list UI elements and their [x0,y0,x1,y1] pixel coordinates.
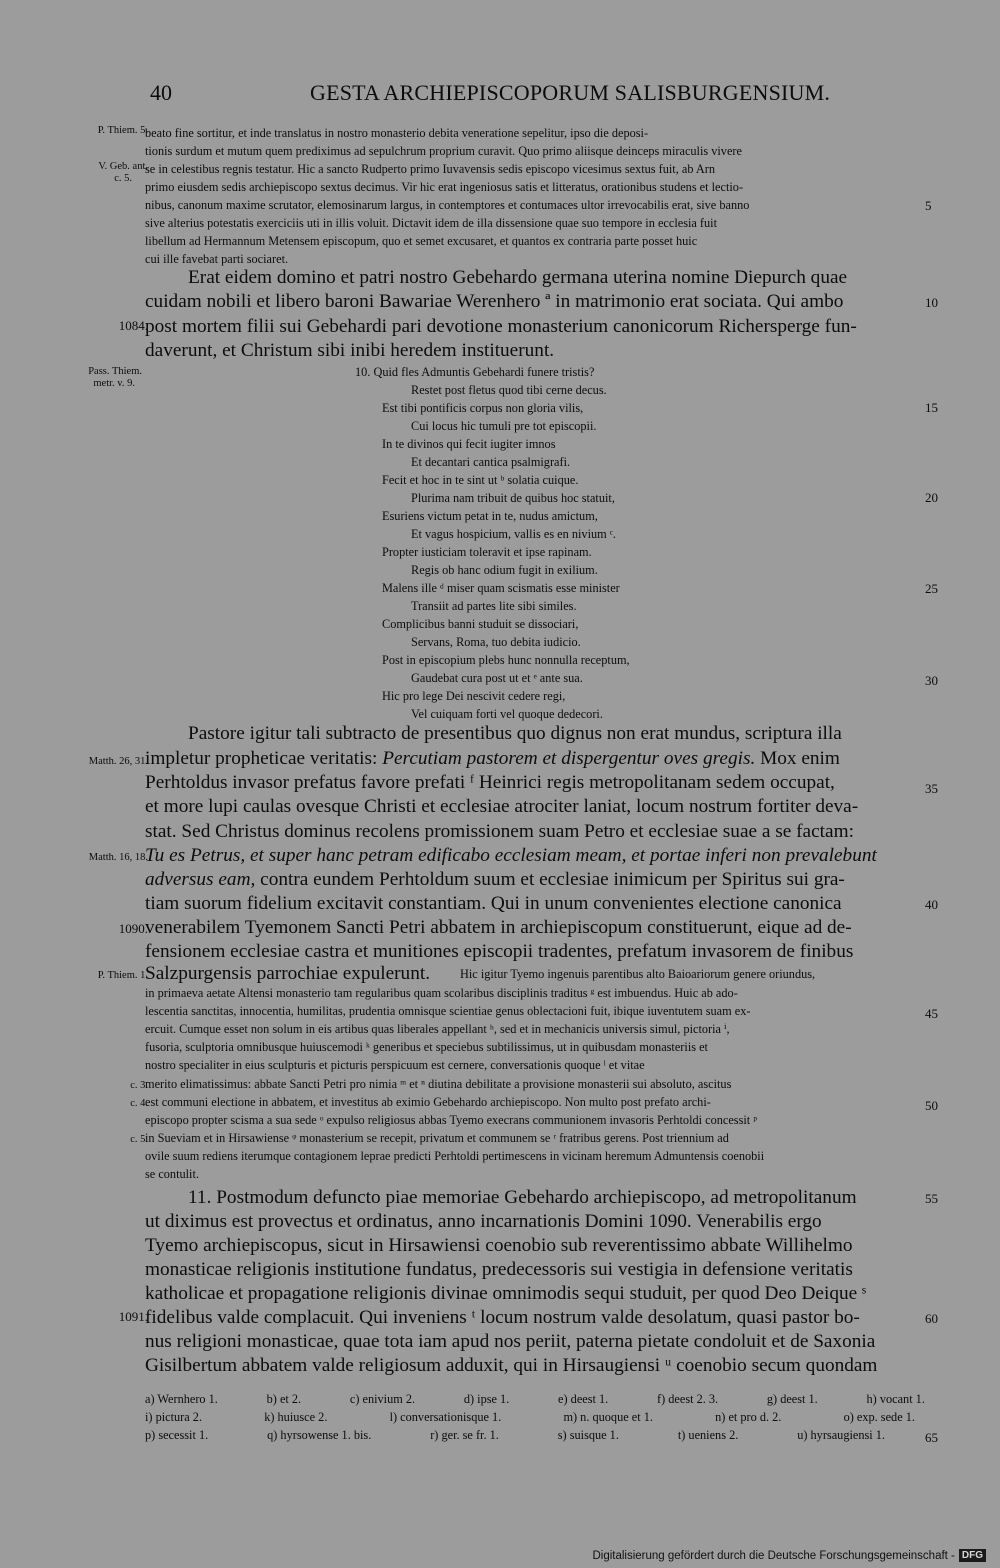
scripture-quote: adversus eam, [145,869,256,890]
text-line: ovile suum rediens iterumque contagionem leprae predicti Perhtoldi pertimescens in vicinam heremum Admuntensis coenobii [145,1149,765,1163]
text-line: Tyemo archiepiscopus, sicut in Hirsawiensi coenobio sub reverentissimo abbate Willihelmo [145,1235,853,1256]
margin-note: c. 4. [130,1098,148,1109]
footnote-row [145,1427,885,1444]
text-line: fidelibus valde complacuit. Qui inveniens ᵗ locum nostrum valde desolatum, quasi pastor bo- [145,1307,860,1328]
poem-verse: Regis ob hanc odium fugit in exilium. [411,563,598,577]
margin-note: c. 3. [130,1080,148,1091]
text-line: stat. Sed Christus dominus recolens promissionem suam Petro et ecclesiae suae a se factam: [145,821,854,842]
text-line: in primaeva aetate Altensi monasterio tam regularibus quam scolaribus disciplinis traditus ᵍ est imbuendus. Huic ab ado- [145,986,738,1000]
footnote: o) exp. sede 1. [843,1410,915,1424]
poem-verse: Esuriens victum petat in te, nudus amictum, [382,509,598,523]
text-line: se in celestibus regnis testatur. Hic a sancto Rudperto primo Iuvavensis sedis episcopo vicesimus sextus fuit, ab Arn [145,162,715,176]
poem-verse: Cui locus hic tumuli pre tot episcopii. [411,419,597,433]
text-line [145,747,920,771]
margin-note: Pass. Thiem. [88,366,142,377]
poem-verse: 10. Quid fles Admuntis Gebehardi funere tristis? [355,365,595,379]
footnote: l) conversationisque 1. [389,1410,502,1424]
text-line: fensionem ecclesiae castra et munitiones episcopii tradentes, prefatum invasorem de finibus [145,941,854,962]
footnote: h) vocant 1. [866,1392,925,1406]
text-line: Hic igitur Tyemo ingenuis parentibus alto Baioariorum genere oriundus, [460,967,816,981]
poem-verse: Post in episcopium plebs hunc nonnulla receptum, [382,653,630,667]
poem-verse: Restet post fletus quod tibi cerne decus. [411,383,607,397]
credit-text: Digitalisierung gefördert durch die Deutsche Forschungsgemeinschaft - [592,1549,955,1562]
margin-note: metr. v. 9. [93,378,135,389]
footnote: c) enivium 2. [349,1392,416,1406]
footnote: u) hyrsaugiensi 1. [797,1428,885,1442]
line-number: 45 [925,1006,938,1021]
text-line: katholicae et propagatione religionis divinae omnimodis sequi studuit, per quod Deo Deique ˢ [145,1283,867,1304]
poem-verse: Hic pro lege Dei nescivit cedere regi, [382,689,566,703]
poem-verse: Est tibi pontificis corpus non gloria vilis, [382,401,584,415]
text-line: tionis surdum et mutum quem prediximus ad sepulchrum proprium curavit. Quo primo aliisque deinceps miraculis vivere [145,144,742,158]
line-number: 65 [925,1430,938,1445]
margin-note: Matth. 16, 18. [88,852,148,863]
poem-verse: Et decantari cantica psalmigrafi. [411,455,571,469]
line-number: 25 [925,581,938,596]
line-number: 30 [925,673,938,688]
text-line: ercuit. Cumque esset non solum in eis artibus quas liberales appellant ʰ, sed et in mechanicis universis simul, pictoria ⁱ, [145,1022,730,1036]
running-title: GESTA ARCHIEPISCOPORUM SALISBURGENSIUM. [310,80,831,105]
text-line: daverunt, et Christum sibi inibi heredem instituerunt. [145,340,555,361]
text-line: merito elimatissimus: abbate Sancti Petri pro nimia ᵐ et ⁿ diutina debilitate a provisione monasterii sui absoluto, ascitus [145,1077,732,1091]
text-line: in Sueviam et in Hirsawiense ᵠ monasterium se recepit, privatum et communem se ʳ fratribus gerens. Post triennium ad [145,1131,729,1145]
line-number: 60 [925,1311,938,1326]
footnote: t) ueniens 2. [677,1428,739,1442]
text-line: nus religioni monasticae, quae tota iam apud nos periit, paterna pietate condoluit et de Saxonia [145,1331,876,1352]
text-line: Erat eidem domino et patri nostro Gebehardo germana uterina nomine Diepurch quae [188,267,848,288]
footnote-row [145,1409,915,1426]
text-line: et more lupi caulas ovesque Christi et ecclesiae atrociter laniat, locum nostrum fortiter deva- [145,796,859,817]
text-line: cui ille favebat parti sociaret. [145,252,289,266]
text-segment: contra eundem Perhtoldum suum et ecclesiae inimicum per Spiritus sui gra- [260,869,845,890]
dfg-logo-icon: DFG [959,1549,986,1562]
line-number: 5 [925,198,932,213]
line-number: 10 [925,295,938,310]
poem-verse: Gaudebat cura post ut et ᵉ ante sua. [411,671,583,685]
text-line: Salzpurgensis parrochiae expulerunt. [145,963,431,984]
text-line: fusoria, sculptoria omnibusque huiuscemodi ᵏ generibus et speciebus subtilissimus, ut in quibusdam monasteriis et [145,1040,708,1054]
text-line: ut diximus est provectus et ordinatus, anno incarnationis Domini 1090. Venerabilis ergo [145,1211,822,1232]
footnote: d) ipse 1. [463,1392,510,1406]
margin-note: V. Geb. ant. [98,161,148,172]
text-line: Perhtoldus invasor prefatus favore prefati ᶠ Heinrici regis metropolitanam sedem occupat, [145,772,835,793]
margin-note: c. 5. [114,173,132,184]
text-line: tiam suorum fidelium excitavit constantiam. Qui in unum convenientes electione canonica [145,893,842,914]
text-line: sive alterius potestatis exerciciis uti in illis voluit. Dictavit idem de illa dissensione quae suo tempore in ecclesia fuit [145,216,718,230]
footnote: b) et 2. [266,1392,302,1406]
digitization-credit [592,1549,986,1562]
footnote: k) huiusce 2. [264,1410,328,1424]
text-line: Pastore igitur tali subtracto de presentibus quo dignus non erat mundus, scriptura illa [188,723,842,744]
footnote: a) Wernhero 1. [145,1392,218,1406]
page-header [145,80,925,110]
line-number: 55 [925,1191,938,1206]
footnote: p) secessit 1. [145,1428,209,1442]
text-line: Gisilbertum abbatem valde religiosum adduxit, qui in Hirsaugiensi ᵘ coenobio secum quondam [145,1355,878,1376]
text-line [145,868,920,892]
line-number: 50 [925,1098,938,1113]
poem-verse: Complicibus banni studuit se dissociari, [382,617,579,631]
text-segment: impletur propheticae veritatis: [145,748,378,769]
margin-note: 1090. [118,921,148,936]
margin-note: P. Thiem. 1. [97,970,148,981]
text-line: primo eiusdem sedis archiepiscopo sextus decimus. Vir hic erat ingeniosus satis et litteratus, orationibus studens et lectio- [145,180,744,194]
page-number: 40 [150,80,172,105]
poem-verse: Transiit ad partes lite sibi similes. [411,599,577,613]
margin-note: P. Thiem. 5. [97,125,148,136]
margin-note: 1084. [118,318,148,333]
footnote: i) pictura 2. [145,1410,203,1424]
text-line: episcopo propter scisma a sua sede ᵒ expulso religiosus abbas Tyemo execrans communionem invasoris Perhtoldi concessit ᵖ [145,1113,758,1127]
text-line: nostro specialiter in eius sculpturis et picturis perspicuum est cernere, conversationis quoque ˡ et vitae [145,1058,645,1072]
margin-note: 1091. [118,1309,148,1324]
text-line: 11. Postmodum defuncto piae memoriae Gebehardo archiepiscopo, ad metropolitanum [188,1187,857,1208]
poem-verse: Et vagus hospicium, vallis es en nivium ᶜ. [411,527,617,541]
poem-verse: Vel cuiquam forti vel quoque dedecori. [411,707,603,721]
text-line: nibus, canonum maxime scrutator, elemosinarum largus, in contemptores et contumaces ultor irrevocabilis erat, sive banno [145,198,750,212]
line-number: 20 [925,490,938,505]
poem-verse: Malens ille ᵈ miser quam scismatis esse minister [382,581,620,595]
footnote: e) deest 1. [558,1392,609,1406]
poem-verse: Servans, Roma, tuo debita iudicio. [411,635,581,649]
line-number: 15 [925,400,938,415]
scripture-quote: Tu es Petrus, et super hanc petram edificabo ecclesiam meam, et portae inferi non prevalebunt [145,845,877,866]
text-line: libellum ad Hermannum Metensem episcopum, quo et semet excusaret, et quantos ex contraria parte posset huic [145,234,698,248]
text-line: est communi electione in abbatem, et investitus ab eximio Gebehardo archiepiscopo. Non multo post prefato archi- [145,1095,711,1109]
scripture-quote: Percutiam pastorem et dispergentur oves gregis. [382,748,756,769]
footnote: s) suisque 1. [557,1428,619,1442]
footnote-row [145,1391,925,1408]
text-line: post mortem filii sui Gebehardi pari devotione monasterium canonicorum Richersperge fun- [145,316,857,337]
footnote: q) hyrsowense 1. bis. [267,1428,372,1442]
scripture-quote [145,844,920,868]
text-line: cuidam nobili et libero baroni Bawariae Werenhero ª in matrimonio erat sociata. Qui ambo [145,291,844,312]
text-line: monasticae religionis institutione fundatus, predecessoris sui vestigia in defensione veritatis [145,1259,853,1280]
poem-verse: Propter iusticiam toleravit et ipse rapinam. [382,545,592,559]
footnote: r) ger. se fr. 1. [430,1428,499,1442]
line-number: 40 [925,897,938,912]
footnote: n) et pro d. 2. [715,1410,782,1424]
poem-verse: Fecit et hoc in te sint ut ᵇ solatia cuique. [382,473,579,487]
line-number: 35 [925,781,938,796]
margin-note: Matth. 26, 31. [88,756,148,767]
poem-verse: In te divinos qui fecit iugiter imnos [382,437,556,451]
margin-note: c. 5. [130,1134,148,1145]
footnote: f) deest 2. 3. [657,1392,719,1406]
text-line: beato fine sortitur, et inde translatus in nostro monasterio debita veneratione sepelitur, ipso die deposi- [145,126,649,140]
text-line: lescentia sanctitas, innocentia, humilitas, prudentia omnisque scientiae genus oblectacioni fuit, ibique iuventutem suam ex- [145,1004,751,1018]
text-line: se contulit. [145,1167,199,1181]
footnote: g) deest 1. [766,1392,818,1406]
text-line: venerabilem Tyemonem Sancti Petri abbatem in archiepiscopum constituerunt, eique ad de- [145,917,852,938]
text-segment: Mox enim [760,748,840,769]
footnote: m) n. quoque et 1. [563,1410,653,1424]
poem-verse: Plurima nam tribuit de quibus hoc statuit, [411,491,615,505]
